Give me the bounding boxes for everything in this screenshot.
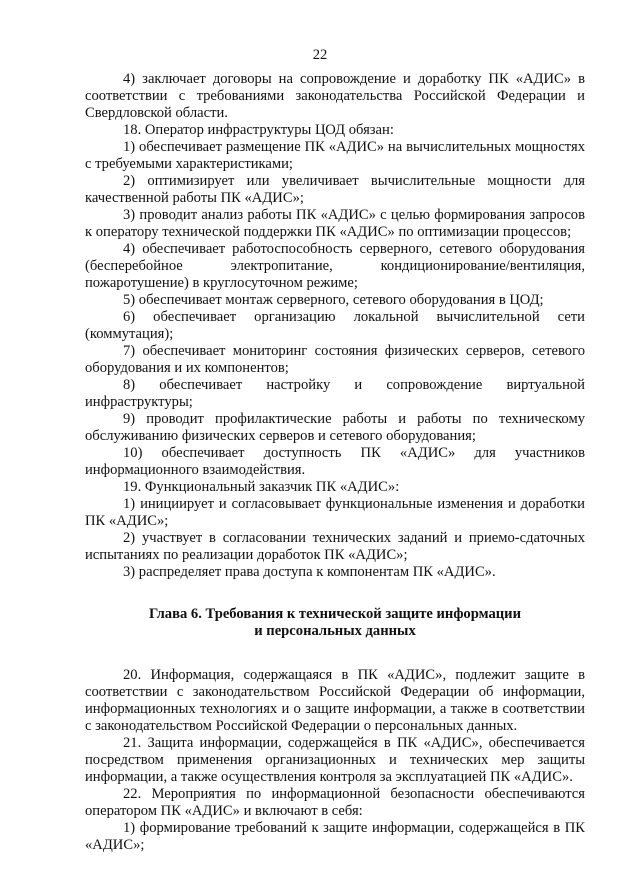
list-item: 6) обеспечивает организацию локальной вычислительной сети (коммутация); (85, 309, 585, 342)
paragraph: 4) заключает договоры на сопровождение и доработку ПК «АДИС» в соответствии с требованиями законодательства Российской Федерации и Свердловской области. (85, 71, 585, 121)
list-item: 3) распределяет права доступа к компонентам ПК «АДИС». (123, 564, 496, 580)
list-item: 2) участвует в согласовании технических заданий и приемо-сдаточных испытаниях по реализации доработок ПК «АДИС»; (85, 530, 585, 563)
list-item: 10) обеспечивает доступность ПК «АДИС» для участников информационного взаимодействия. (85, 445, 585, 478)
list-item: 1) инициирует и согласовывает функциональные изменения и доработки ПК «АДИС»; (85, 496, 585, 529)
section-heading-19: 19. Функциональный заказчик ПК «АДИС»: (123, 479, 400, 495)
chapter-heading-line-1: Глава 6. Требования к технической защите информации (148, 606, 521, 622)
section-heading-18: 18. Оператор инфраструктуры ЦОД обязан: (123, 122, 394, 138)
list-item: 9) проводит профилактические работы и работы по техническому обслуживанию физических серверов и сетевого оборудования; (85, 411, 585, 444)
list-item: 3) проводит анализ работы ПК «АДИС» с целью формирования запросов к оператору технической поддержки ПК «АДИС» по оптимизации процессов; (85, 207, 585, 240)
list-item: 1) формирование требований к защите информации, содержащейся в ПК «АДИС»; (85, 820, 585, 853)
page-number: 22 (312, 47, 328, 63)
paragraph: 20. Информация, содержащаяся в ПК «АДИС», подлежит защите в соответствии с законодательством Российской Федерации об информации, информационных технологиях и о защите информации, а также в соответствии с законодательством Российской Федерации о персональных данных. (85, 667, 585, 734)
list-item: 2) оптимизирует или увеличивает вычислительные мощности для качественной работы ПК «АДИС»; (85, 173, 585, 206)
document-body (85, 71, 585, 854)
chapter-heading (85, 606, 585, 640)
paragraph: 21. Защита информации, содержащейся в ПК «АДИС», обеспечивается посредством применения организационных и технических мер защиты информации, а также осуществления контроля за эксплуатацией ПК «АДИС». (85, 735, 585, 785)
chapter-heading-line-2: и персональных данных (254, 623, 416, 639)
list-item: 1) обеспечивает размещение ПК «АДИС» на вычислительных мощностях с требуемыми характеристиками; (85, 139, 585, 172)
list-item: 7) обеспечивает мониторинг состояния физических серверов, сетевого оборудования и их компонентов; (85, 343, 585, 376)
paragraph: 22. Мероприятия по информационной безопасности обеспечиваются оператором ПК «АДИС» и включают в себя: (85, 786, 585, 819)
list-item: 4) обеспечивает работоспособность серверного, сетевого оборудования (бесперебойное электропитание, кондиционирование/вентиляция, пожаротушение) в круглосуточном режиме; (85, 241, 585, 291)
list-item: 8) обеспечивает настройку и сопровождение виртуальной инфраструктуры; (85, 377, 585, 410)
list-item: 5) обеспечивает монтаж серверного, сетевого оборудования в ЦОД; (123, 292, 544, 308)
